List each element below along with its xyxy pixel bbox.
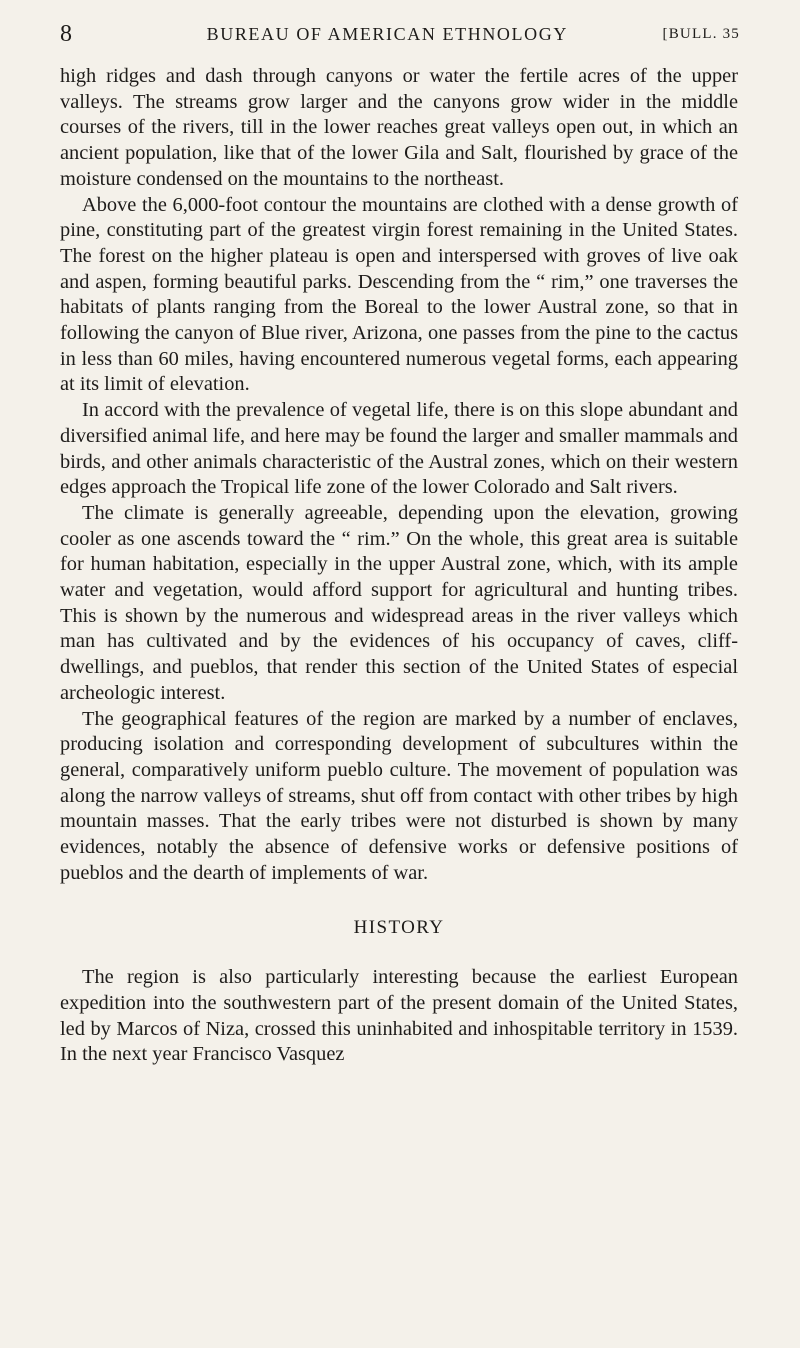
paragraph-geography: The geographical features of the region are marked by a number of enclaves, producing isolation and corresponding development of subcultures within the general, comparatively uniform pueblo culture. The movement of population was along the narrow valleys of streams, shut off from contact with other tribes by high mountain masses. That the early tribes were not disturbed is shown by many evidences, notably the absence of defensive works or defensive positions of pueblos and the dearth of implements of war. [60,707,738,884]
page-number: 8 [60,20,72,47]
paragraph-history: The region is also particularly interesting because the earliest European expedition into the southwestern part of the present domain of the United States, led by Marcos of Niza, crossed this uninhabited and inhospitable territory in 1539. In the next year Francisco Vasquez [60,966,738,1066]
paragraph-animal-life: In accord with the prevalence of vegetal life, there is on this slope abundant and diversified animal life, and here may be found the larger and smaller mammals and birds, and other animals characteristic of the Austral zones, which on their western edges approach the Tropical life zone of the lower Colorado and Salt rivers. [60,399,738,499]
bulletin-reference: [BULL. 35 [662,25,740,42]
running-head [60,14,740,54]
running-title: BUREAU OF AMERICAN ETHNOLOGY [206,23,568,44]
paragraph-climate: The climate is generally agreeable, depending upon the elevation, growing cooler as one ascends toward the “ rim.” On the whole, this great area is suitable for human habitation, especially in the upper Austral zone, which, with its ample water and vegetation, would afford support for agricultural and hunting tribes. This is shown by the numerous and widespread areas in the river valleys which man has cultivated and by the evidences of his occupancy of caves, cliff-dwellings, and pueblos, that render this section of the United States of especial archeologic interest. [60,501,738,704]
body-text [60,64,738,1068]
paragraph-continued: high ridges and dash through canyons or water the fertile acres of the upper valleys. The streams grow larger and the canyons grow wider in the middle courses of the rivers, till in the lower reaches great valleys open out, in which an ancient population, like that of the lower Gila and Salt, flourished by grace of the moisture condensed on the mountains to the northeast. [60,65,738,190]
section-heading-history: HISTORY [353,916,445,938]
paragraph-forest: Above the 6,000-foot contour the mountains are clothed with a dense growth of pine, constituting part of the greatest virgin forest remaining in the United States. The forest on the higher plateau is open and interspersed with groves of live oak and aspen, forming beautiful parks. Descending from the “ rim,” one traverses the habitats of plants ranging from the Boreal to the lower Austral zone, so that in following the canyon of Blue river, Arizona, one passes from the pine to the cactus in less than 60 miles, having encountered numerous vegetal forms, each appearing at its limit of elevation. [60,193,738,396]
